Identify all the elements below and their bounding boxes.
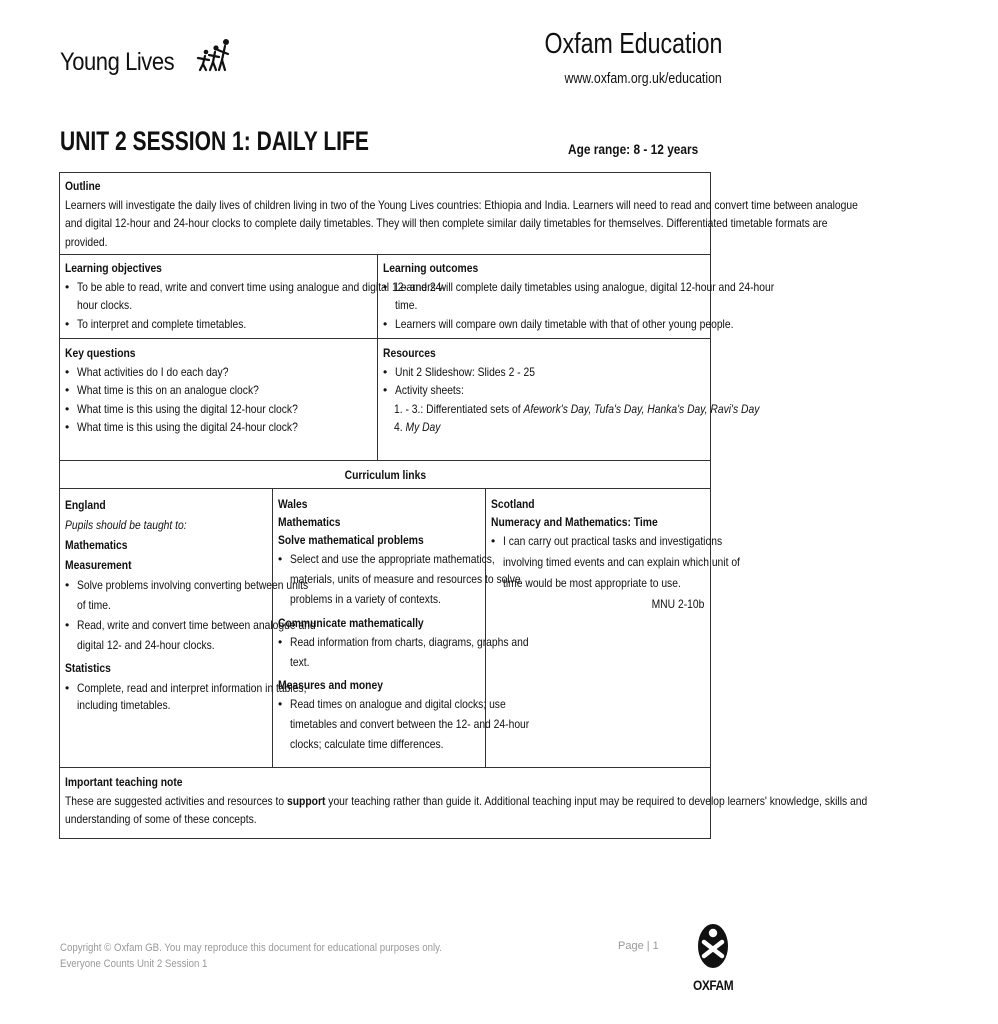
teaching-note-section: [59, 767, 868, 839]
teaching-note-line: understanding of some of these concepts.: [65, 812, 257, 826]
list-item: • Solve problems involving converting between units of time.: [65, 575, 270, 615]
list-item: • Select and use the appropriate mathematics, materials, units of measure and resources to solve problems in a variety of contexts.: [278, 549, 483, 609]
outline-text-line: provided.: [65, 234, 108, 249]
list-item: • To interpret and complete timetables.: [65, 315, 375, 334]
org-url[interactable]: www.oxfam.org.uk/education: [564, 70, 722, 87]
list-item: • Complete, read and interpret information in tables, including timetables.: [65, 680, 270, 714]
resources-heading: Resources: [383, 346, 436, 360]
curriculum-heading: Curriculum links: [344, 468, 426, 482]
list-item: • To be able to read, write and convert time using analogue and digital 12- and 24- hour clocks.: [65, 278, 375, 315]
list-item: • What time is this on an analogue clock?: [65, 381, 375, 400]
teaching-note-line: These are suggested activities and resources to support your teaching rather than guide it. Additional teaching input may be required to develop learners' knowledge, skills and: [65, 793, 868, 808]
scotland-code: MNU 2-10b: [651, 597, 704, 611]
footer-copyright: Copyright © Oxfam GB. You may reproduce this document for educational purposes only. Everyone Counts Unit 2 Session 1: [60, 942, 442, 970]
list-item: • Read information from charts, diagrams, graphs and text.: [278, 632, 483, 672]
outline-text-line: Learners will investigate the daily lives of children living in two of the Young Lives countries: Ethiopia and India. Learners will need to read and convert time between analogue: [65, 197, 858, 212]
list-item: • Learners will compare own daily timetable with that of other young people.: [383, 315, 706, 334]
resources-list: [383, 363, 706, 400]
oxfam-figure-icon: [695, 920, 731, 970]
outline-heading: Outline: [65, 179, 101, 193]
list-item: • Read times on analogue and digital clocks; use timetables and convert between the 12- and 24-hour clocks; calculate time differences.: [278, 694, 483, 754]
curriculum-section: [59, 488, 740, 767]
logo-text: Young Lives: [60, 48, 175, 76]
young-lives-logo: [60, 38, 232, 77]
age-range: Age range: 8 - 12 years: [567, 141, 698, 157]
teaching-note-heading: Important teaching note: [65, 775, 183, 789]
outcomes-heading: Learning outcomes: [383, 261, 479, 275]
scotland-heading: Scotland: [491, 497, 535, 511]
org-title: Oxfam Education: [544, 28, 722, 60]
key-questions-heading: Key questions: [65, 346, 136, 360]
key-questions-list: [65, 363, 375, 437]
list-item: • Activity sheets:: [383, 381, 706, 400]
oxfam-word: OXFAM: [693, 977, 734, 993]
young-lives-figures-icon: [192, 38, 232, 74]
questions-resources-section: [59, 338, 760, 460]
england-column: England Pupils should be taught to: Mathematics Measurement • Solve problems involving converting between units of time. • Read, write and convert time between analogue and digital 12- and 24-hour clocks. Statistics • Complete, read and interpret information in tables, including timetables.: [65, 489, 270, 767]
page-title: UNIT 2 SESSION 1: DAILY LIFE: [60, 126, 369, 156]
objectives-list: [65, 278, 445, 334]
objectives-outcomes-section: [59, 254, 775, 338]
outline-section: [59, 172, 858, 254]
list-item: • What activities do I do each day?: [65, 363, 375, 382]
england-heading: England: [65, 498, 106, 512]
list-item: • Read, write and convert time between analogue and digital 12- and 24-hour clocks.: [65, 615, 270, 655]
curriculum-heading-row: [59, 460, 711, 488]
list-item: • I can carry out practical tasks and investigations involving timed events and can explain which unit of time would be most appropriate to use.: [491, 531, 706, 594]
list-item: • What time is this using the digital 24-hour clock?: [65, 418, 375, 437]
objectives-heading: Learning objectives: [65, 261, 162, 275]
activity-sheets-line: 1. - 3.: Differentiated sets of Afework's Day, Tufa's Day, Hanka's Day, Ravi's Day: [394, 401, 760, 416]
my-day-line: 4. My Day: [394, 420, 441, 434]
oxfam-logo: [693, 920, 737, 993]
page-number: Page | 1: [618, 940, 659, 952]
list-item: • What time is this using the digital 12-hour clock?: [65, 400, 375, 419]
outcomes-list: [383, 278, 775, 334]
footer-series: Everyone Counts Unit 2 Session 1: [60, 958, 208, 970]
scotland-column: Scotland Numeracy and Mathematics: Time • I can carry out practical tasks and investigations involving timed events and can explain which unit of time would be most appropriate to use. MNU 2-10b: [491, 489, 706, 767]
outline-text-line: and digital 12-hour and 24-hour clocks to complete daily timetables. They will then complete similar daily timetables for themselves. Differentiated timetable formats are: [65, 216, 828, 230]
list-item: • Learners will complete daily timetables using analogue, digital 12-hour and 24-hour time.: [383, 278, 706, 315]
list-item: • Unit 2 Slideshow: Slides 2 - 25: [383, 363, 706, 382]
wales-heading: Wales: [278, 497, 308, 511]
wales-column: Wales Mathematics Solve mathematical problems • Select and use the appropriate mathematics, materials, units of measure and resources to solve problems in a variety of contexts. Communicate mathematically • Read information from charts, diagrams, graphs and text. Measures and money • Read times on analogue and digital clocks; use timetables and convert between the 12- and 24-hour clocks; calculate time differences.: [278, 489, 483, 767]
